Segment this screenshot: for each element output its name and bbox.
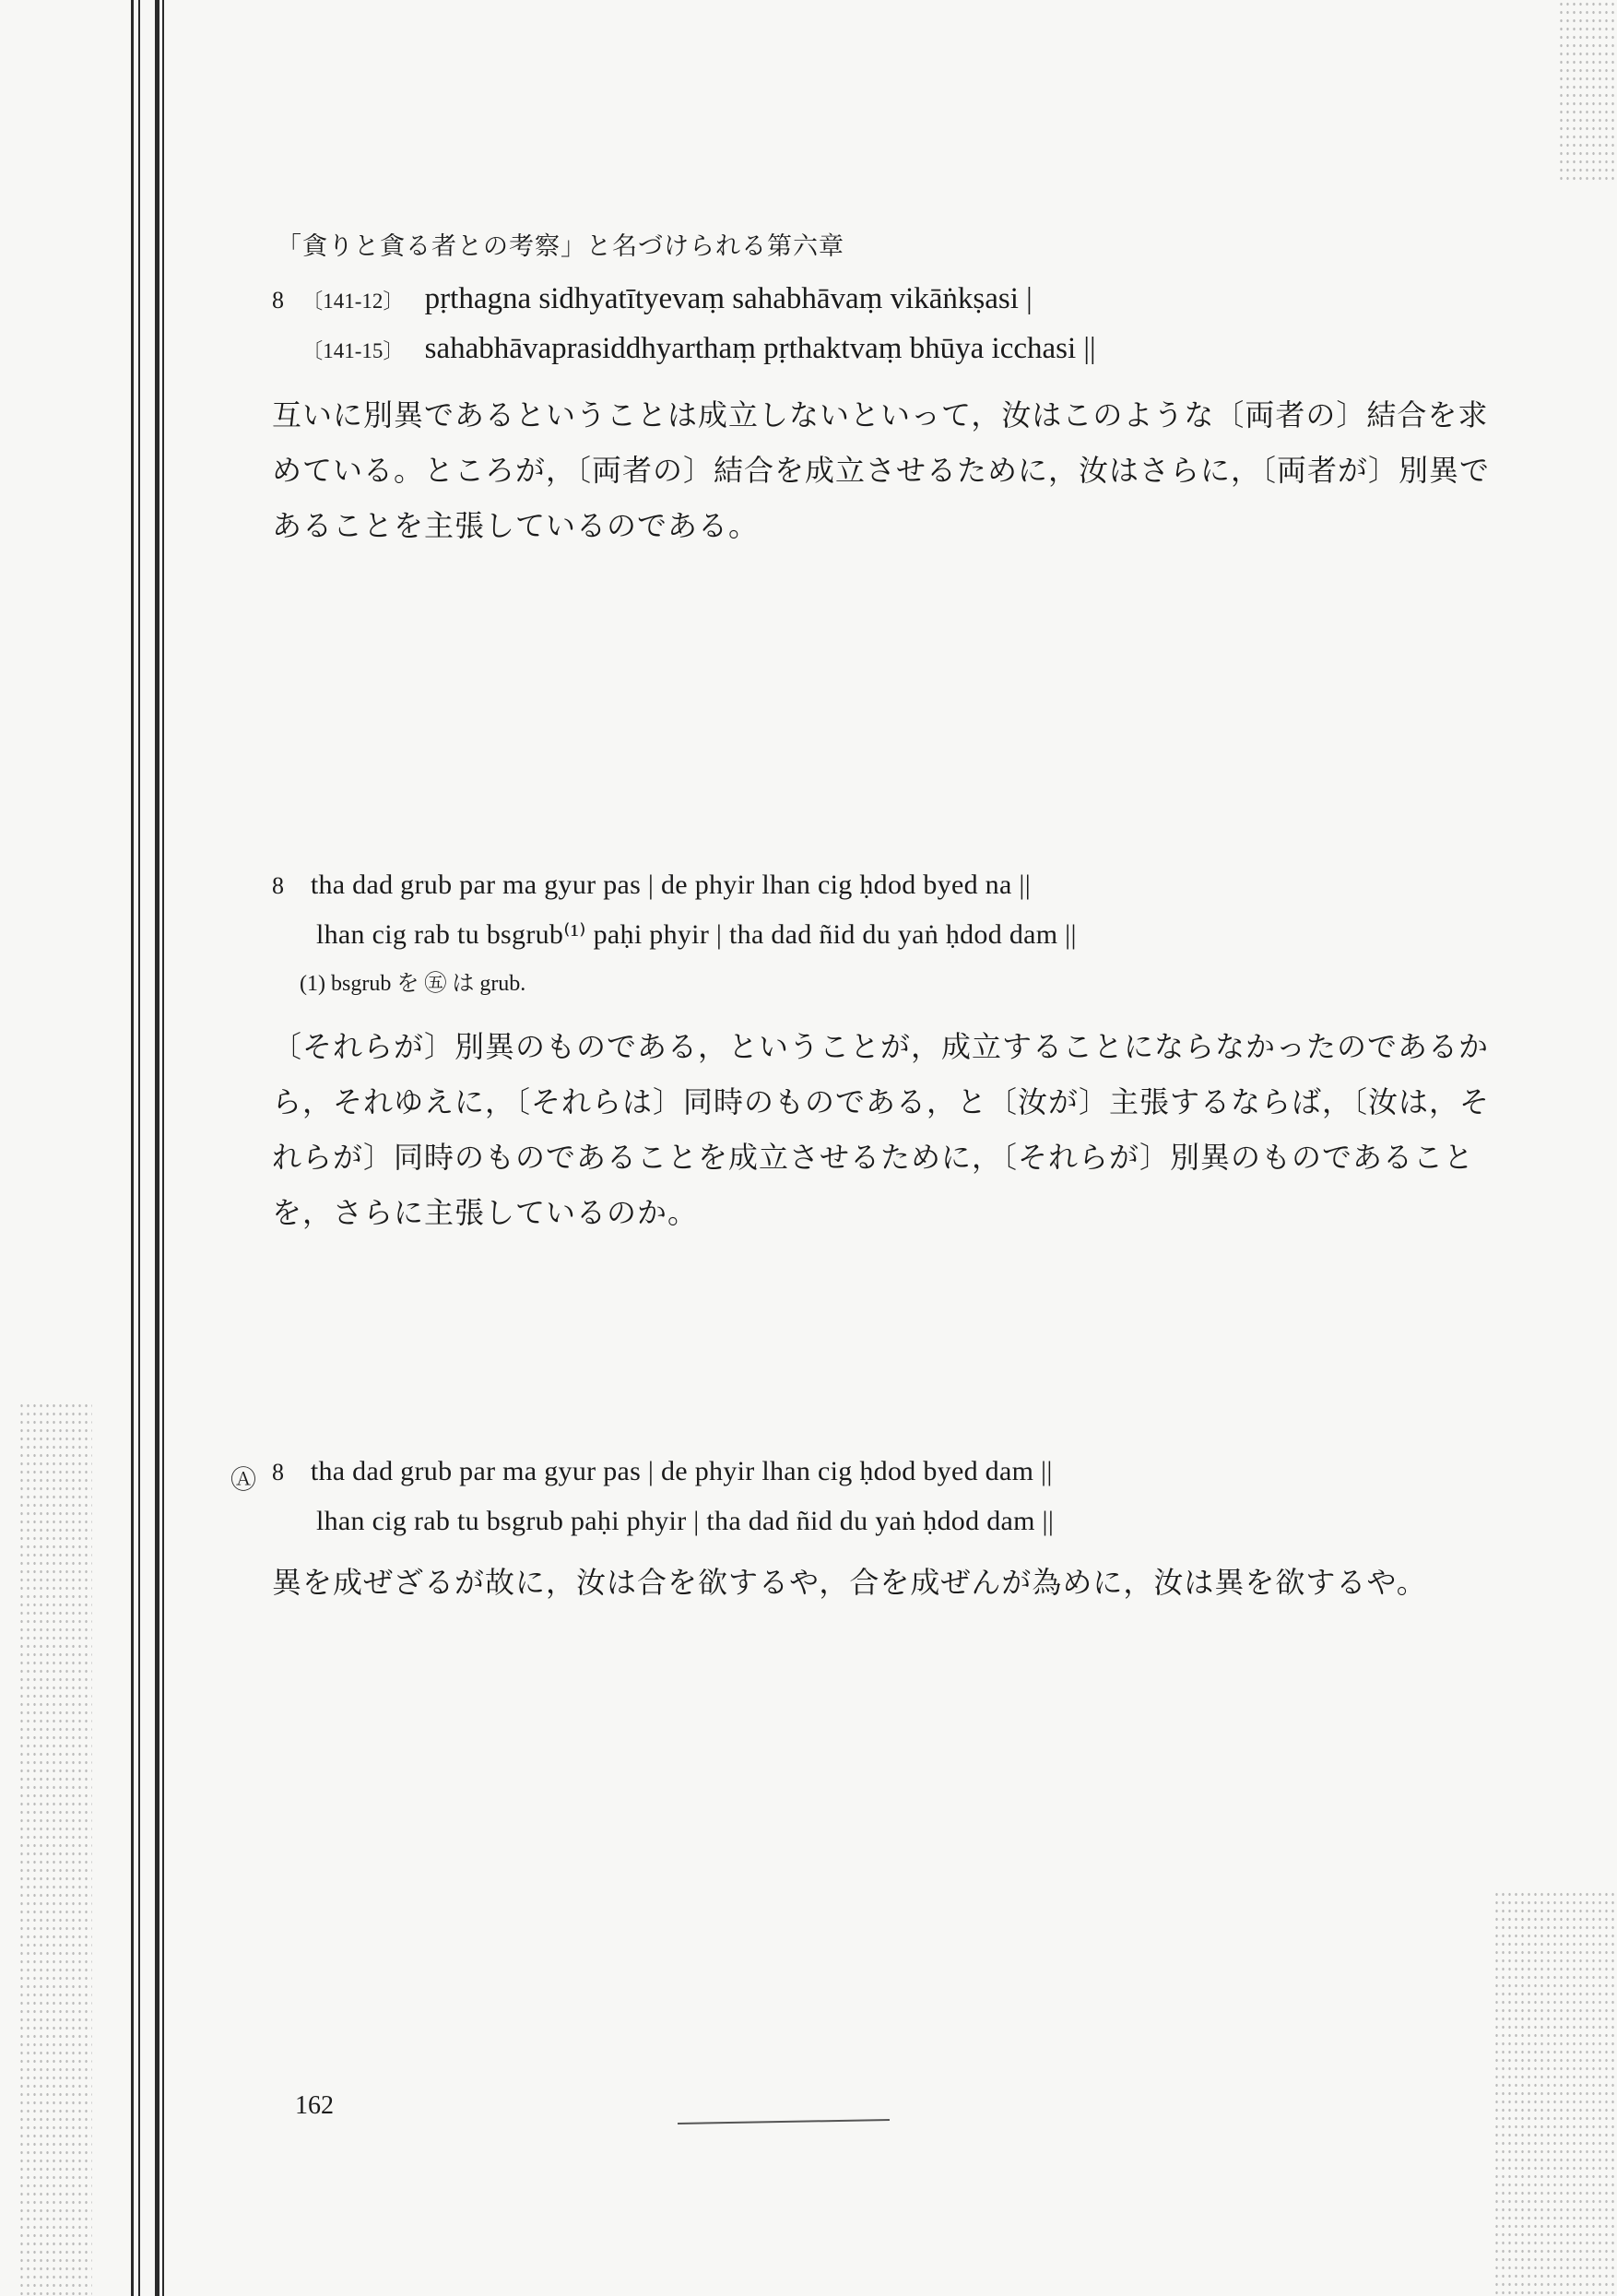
tibetan-translation: 〔それらが〕別異のものである，ということが，成立することにならなかったのであるから，それゆえに，〔それらは〕同時のものである，と〔汝が〕主張するならば，〔汝は，それらが〕同時のものであることを成立させるために，〔それらが〕別異のものであることを，さらに主張しているのか。 [272, 1029, 1491, 1230]
verse-number: 8 [272, 287, 284, 314]
scan-noise-right-top [1558, 0, 1617, 184]
scan-noise-left [18, 1402, 92, 2296]
footnote: (1) bsgrub を ㊄ は grub. [300, 972, 526, 996]
sanskrit-verse [272, 281, 1498, 553]
sanskrit-translation: 互いに別異であるということは成立しないといって，汝はこのような〔両者の〕結合を求めている。ところが，〔両者の〕結合を成立させるために，汝はさらに，〔両者が〕別異であることを主張しているのである。 [272, 397, 1491, 544]
source-marker: Ⓐ [230, 1464, 257, 1495]
binding-edge [155, 0, 159, 2296]
scan-artifact-line [678, 2119, 890, 2124]
tibetan-verse [272, 869, 1498, 1240]
verse-reference: 〔141-15〕 [301, 338, 405, 362]
verse-text: lhan cig rab tu bsgrub⁽¹⁾ paḥi phyir | tha dad ñid du yaṅ ḥdod dam || [316, 919, 1077, 950]
page-number: 162 [295, 2091, 334, 2120]
verse-reference: 〔141-12〕 [301, 290, 405, 313]
verse-text: tha dad grub par ma gyur pas | de phyir lhan cig ḥdod byed dam || [310, 1456, 1053, 1486]
verse-text: sahabhāvaprasiddhyarthaṃ pṛthaktvaṃ bhūya icchasi || [424, 331, 1096, 365]
verse-line-2 [272, 918, 1498, 952]
binding-edge [138, 0, 140, 2296]
verse-line-2 [272, 1505, 1498, 1538]
chinese-translation: 異を成ぜざるが故に，汝は合を欲するや，合を成ぜんが為めに，汝は異を欲するや。 [272, 1565, 1427, 1600]
binding-edge [131, 0, 134, 2296]
verse-line-1 [272, 869, 1498, 902]
verse-number: 8 [272, 1459, 285, 1485]
verse-text: pṛthagna sidhyatītyevaṃ sahabhāvaṃ vikāṅkṣasi | [424, 282, 1033, 315]
scan-noise-right-bottom [1493, 1890, 1617, 2296]
verse-line-1 [272, 1455, 1498, 1488]
chapter-header: 「貪りと貪る者との考察」と名づけられる第六章 [277, 232, 844, 261]
verse-text: tha dad grub par ma gyur pas | de phyir lhan cig ḥdod byed na || [310, 870, 1031, 900]
verse-line-1 [272, 281, 1498, 318]
verse-line-2 [272, 331, 1498, 368]
verse-text: lhan cig rab tu bsgrub paḥi phyir | tha dad ñid du yaṅ ḥdod dam || [316, 1506, 1055, 1536]
chinese-verse [272, 1455, 1498, 1610]
binding-edge [162, 0, 164, 2296]
verse-number: 8 [272, 872, 285, 899]
